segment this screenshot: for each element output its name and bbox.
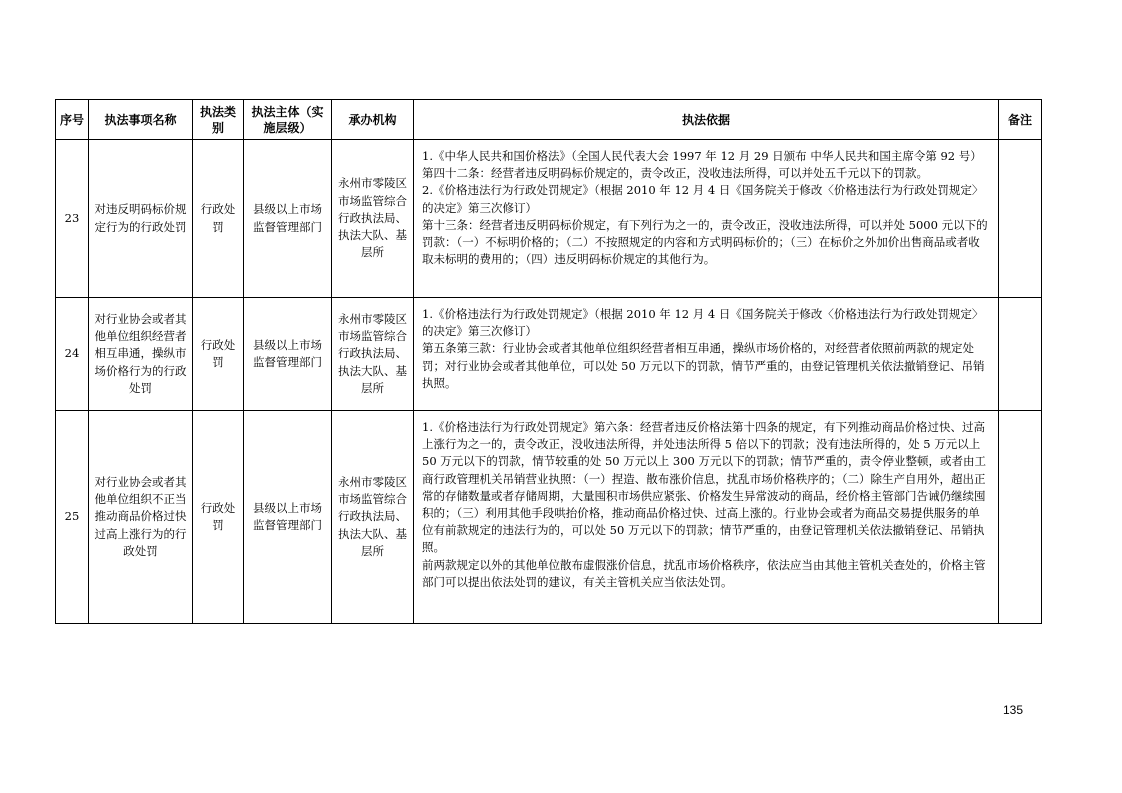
- basis-paragraph: 第五条第三款：行业协会或者其他单位组织经营者相互串通，操纵市场价格的，对经营者依照前两款的规定处罚；对行业协会或者其他单位，可以处 50 万元以下的罚款，情节严重的，由登记管理机关依法撤销登记、吊销执照。: [422, 341, 985, 390]
- cell-seq: 23: [56, 140, 89, 298]
- cell-agency: 永州市零陵区市场监管综合行政执法局、执法大队、基层所: [332, 140, 414, 298]
- cell-seq: 25: [56, 411, 89, 624]
- cell-category: 行政处罚: [193, 411, 244, 624]
- header-basis: 执法依据: [414, 100, 999, 140]
- header-agency: 承办机构: [332, 100, 414, 140]
- header-seq: 序号: [56, 100, 89, 140]
- cell-subject: 县级以上市场监督管理部门: [244, 140, 332, 298]
- cell-basis: [414, 298, 999, 411]
- basis-paragraph: 第十三条：经营者违反明码标价规定，有下列行为之一的，责令改正，没收违法所得，可以并处 5000 元以下的罚款：（一）不标明价格的；（二）不按照规定的内容和方式明码标价的；（三）在标价之外加价出售商品或者收取未标明的费用的；（四）违反明码标价规定的其他行为。: [422, 217, 988, 267]
- cell-agency: 永州市零陵区市场监管综合行政执法局、执法大队、基层所: [332, 411, 414, 624]
- basis-paragraph: 第四十二条：经营者违反明码标价规定的，责令改正，没收违法所得，可以并处五千元以下的罚款。: [422, 166, 928, 181]
- table-row: [56, 411, 1042, 624]
- cell-remark: [999, 298, 1042, 411]
- law-enforcement-table: [55, 99, 1042, 624]
- header-name: 执法事项名称: [89, 100, 193, 140]
- table-row: [56, 298, 1042, 411]
- cell-agency: 永州市零陵区市场监管综合行政执法局、执法大队、基层所: [332, 298, 414, 411]
- basis-paragraph: 1.《中华人民共和国价格法》（全国人民代表大会 1997 年 12 月 29 日颁布 中华人民共和国主席令第 92 号）: [422, 149, 982, 163]
- cell-basis: [414, 411, 999, 624]
- cell-subject: 县级以上市场监督管理部门: [244, 411, 332, 624]
- cell-name: 对违反明码标价规定行为的行政处罚: [89, 140, 193, 298]
- table-header-row: [56, 100, 1042, 140]
- cell-remark: [999, 411, 1042, 624]
- cell-basis: [414, 140, 999, 298]
- cell-category: 行政处罚: [193, 298, 244, 411]
- cell-remark: [999, 140, 1042, 298]
- table-row: [56, 140, 1042, 298]
- page-number: 135: [1003, 703, 1024, 717]
- cell-category: 行政处罚: [193, 140, 244, 298]
- basis-paragraph: 2.《价格违法行为行政处罚规定》（根据 2010 年 12 月 4 日《国务院关于修改〈价格违法行为行政处罚规定〉的决定》第三次修订）: [422, 183, 984, 215]
- cell-name: 对行业协会或者其他单位组织不正当推动商品价格过快过高上涨行为的行政处罚: [89, 411, 193, 624]
- cell-name: 对行业协会或者其他单位组织经营者相互串通，操纵市场价格行为的行政处罚: [89, 298, 193, 411]
- basis-paragraph: 前两款规定以外的其他单位散布虚假涨价信息，扰乱市场价格秩序，依法应当由其他主管机关查处的，价格主管部门可以提出依法处罚的建议，有关主管机关应当依法处罚。: [422, 557, 986, 589]
- cell-seq: 24: [56, 298, 89, 411]
- header-remark: 备注: [999, 100, 1042, 140]
- cell-subject: 县级以上市场监督管理部门: [244, 298, 332, 411]
- basis-paragraph: 1.《价格违法行为行政处罚规定》（根据 2010 年 12 月 4 日《国务院关于修改〈价格违法行为行政处罚规定〉的决定》第三次修订）: [422, 307, 984, 339]
- basis-paragraph: 1.《价格违法行为行政处罚规定》第六条：经营者违反价格法第十四条的规定，有下列推动商品价格过快、过高上涨行为之一的，责令改正，没收违法所得，并处违法所得 5 倍以下的罚款；没有违法所得的，处 5 万元以上 50 万元以下的罚款，情节较重的处 50 万元以上 300 万元以下的罚款；情节严重的，责令停业整顿，或者由工商行政管理机关吊销营业执照：（一）捏造、散布涨价信息，扰乱市场价格秩序的；（二）除生产自用外，超出正常的存储数量或者存储周期，大量囤积市场供应紧张、价格发生异常波动的商品，经价格主管部门告诫仍继续囤积的；（三）利用其他手段哄抬价格，推动商品价格过快、过高上涨的。行业协会或者为商品交易提供服务的单位有前款规定的违法行为的，可以处 50 万元以下的罚款；情节严重的，由登记管理机关依法撤销登记、吊销执照。: [422, 420, 986, 555]
- header-category: 执法类别: [193, 100, 244, 140]
- header-subject: 执法主体（实施层级）: [244, 100, 332, 140]
